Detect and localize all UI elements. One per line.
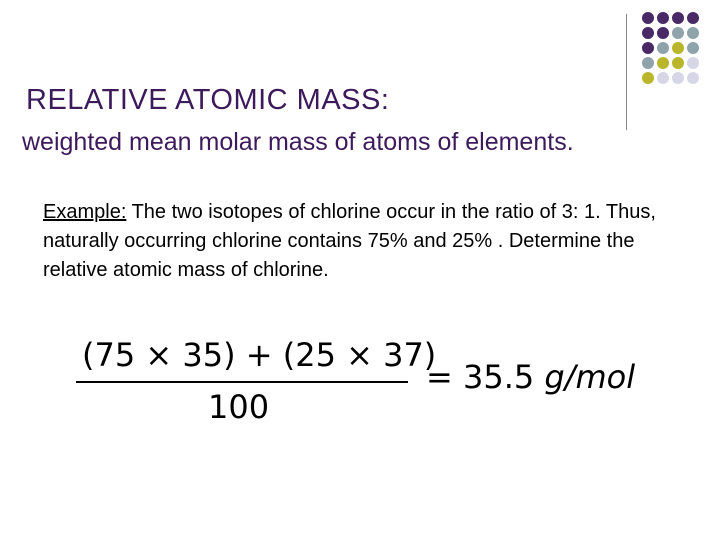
decorative-dot <box>657 57 669 69</box>
decorative-dot <box>642 27 654 39</box>
slide-subtitle: weighted mean molar mass of atoms of elements. <box>22 128 574 156</box>
decorative-divider-line <box>626 14 627 130</box>
decorative-dot-grid <box>640 10 720 110</box>
result-unit: g/mol <box>544 358 636 396</box>
decorative-dot <box>672 42 684 54</box>
result-value: = 35.5 <box>426 358 535 396</box>
example-text: The two isotopes of chlorine occur in the ratio of 3: 1. Thus, naturally occurring chlorine contains 75% and 25% . Determine the relative atomic mass of chlorine. <box>43 201 656 281</box>
example-paragraph <box>43 198 683 285</box>
decorative-dot <box>687 57 699 69</box>
slide-title: RELATIVE ATOMIC MASS: <box>26 84 390 116</box>
formula-result <box>426 358 635 396</box>
decorative-dot <box>657 72 669 84</box>
decorative-dot <box>672 72 684 84</box>
decorative-dot <box>687 72 699 84</box>
decorative-dot <box>642 72 654 84</box>
decorative-dot <box>642 12 654 24</box>
decorative-dot <box>672 12 684 24</box>
decorative-dot <box>687 12 699 24</box>
decorative-dot <box>657 42 669 54</box>
decorative-dot <box>687 27 699 39</box>
decorative-dot <box>672 27 684 39</box>
decorative-dot <box>657 12 669 24</box>
formula-numerator: (75 × 35) + (25 × 37) <box>82 336 437 374</box>
decorative-dot <box>687 42 699 54</box>
fraction-bar <box>76 381 408 383</box>
example-label: Example: <box>43 201 127 223</box>
calculation-formula <box>70 336 670 436</box>
decorative-dot <box>672 57 684 69</box>
decorative-dot <box>657 27 669 39</box>
decorative-dot <box>642 42 654 54</box>
formula-denominator: 100 <box>208 388 270 426</box>
decorative-dot <box>642 57 654 69</box>
